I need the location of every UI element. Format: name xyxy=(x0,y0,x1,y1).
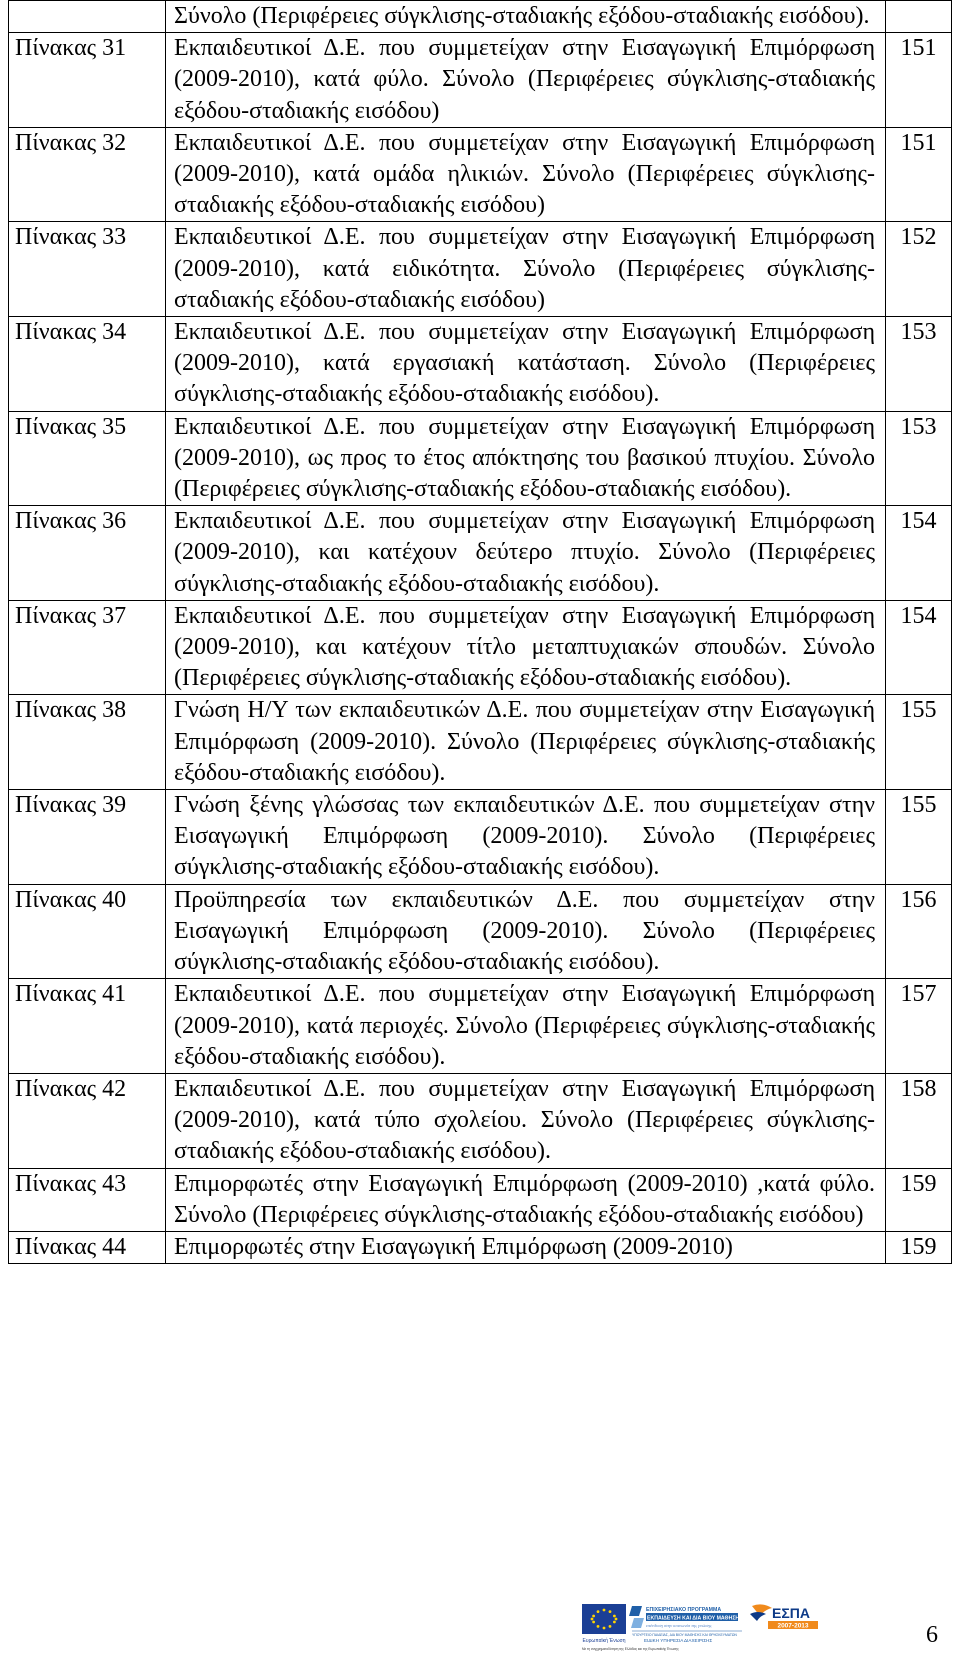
program-logo xyxy=(629,1606,742,1643)
program-line2: ΕΚΠΑΙΔΕΥΣΗ ΚΑΙ ΔΙΑ ΒΙΟΥ ΜΑΘΗΣΗ xyxy=(647,1615,740,1622)
toc-row xyxy=(9,1168,952,1231)
toc-description: Γνώση ξένης γλώσσας των εκπαιδευτικών Δ.Ε. που συμμετείχαν στην Εισαγωγική Επιμόρφωση (2009-2010). Σύνολο (Περιφέρειες σύγκλισης-σταδιακής εξόδου-σταδιακής εισόδου). xyxy=(166,790,886,885)
toc-description: Επιμορφωτές στην Εισαγωγική Επιμόρφωση (2009-2010) xyxy=(166,1231,886,1263)
toc-row xyxy=(9,979,952,1074)
toc-row xyxy=(9,790,952,885)
toc-page-number xyxy=(886,1,952,33)
agency-label: ΕΙΔΙΚΗ ΥΠΗΡΕΣΙΑ ΔΙΑΧΕΙΡΙΣΗΣ xyxy=(644,1638,713,1643)
toc-row xyxy=(9,1,952,33)
toc-description: Επιμορφωτές στην Εισαγωγική Επιμόρφωση (2009-2010) ,κατά φύλο. Σύνολο (Περιφέρειες σύγκλισης-σταδιακής εξόδου-σταδιακής εισόδου) xyxy=(166,1168,886,1231)
program-line1: ΕΠΙΧΕΙΡΗΣΙΑΚΟ ΠΡΟΓΡΑΜΜΑ xyxy=(646,1607,722,1613)
toc-label: Πίνακας 35 xyxy=(9,411,166,506)
toc-description: Εκπαιδευτικοί Δ.Ε. που συμμετείχαν στην Εισαγωγική Επιμόρφωση (2009-2010), κατά ομάδα ηλικιών. Σύνολο (Περιφέρειες σύγκλισης-σταδιακής εξόδου-σταδιακής εισόδου) xyxy=(166,127,886,222)
toc-label: Πίνακας 31 xyxy=(9,33,166,128)
toc-description: Σύνολο (Περιφέρειες σύγκλισης-σταδιακής εξόδου-σταδιακής εισόδου). xyxy=(166,1,886,33)
toc-label: Πίνακας 32 xyxy=(9,127,166,222)
toc-page-number: 153 xyxy=(886,317,952,412)
toc-row xyxy=(9,695,952,790)
toc-row xyxy=(9,33,952,128)
toc-label: Πίνακας 39 xyxy=(9,790,166,885)
toc-label xyxy=(9,1,166,33)
toc-page-number: 155 xyxy=(886,790,952,885)
table-of-contents xyxy=(8,0,952,1264)
espa-logo xyxy=(750,1604,818,1629)
toc-label: Πίνακας 42 xyxy=(9,1073,166,1168)
ministry-label: ΥΠΟΥΡΓΕΙΟ ΠΑΙΔΕΙΑΣ, ΔΙΑ ΒΙΟΥ ΜΑΘΗΣΗΣ ΚΑΙ ΘΡΗΣΚΕΥΜΑΤΩΝ xyxy=(632,1633,737,1637)
toc-page-number: 154 xyxy=(886,600,952,695)
page-number: 6 xyxy=(926,1622,938,1648)
toc-row xyxy=(9,127,952,222)
page-footer xyxy=(0,1600,960,1659)
sponsor-logos xyxy=(582,1602,830,1652)
toc-row xyxy=(9,222,952,317)
toc-description: Εκπαιδευτικοί Δ.Ε. που συμμετείχαν στην Εισαγωγική Επιμόρφωση (2009-2010), και κατέχουν τίτλο μεταπτυχιακών σπουδών. Σύνολο (Περιφέρειες σύγκλισης-σταδιακής εξόδου-σταδιακής εισόδου). xyxy=(166,600,886,695)
toc-label: Πίνακας 38 xyxy=(9,695,166,790)
toc-page-number: 154 xyxy=(886,506,952,601)
toc-page-number: 157 xyxy=(886,979,952,1074)
toc-page-number: 151 xyxy=(886,33,952,128)
toc-page-number: 159 xyxy=(886,1231,952,1263)
toc-label: Πίνακας 41 xyxy=(9,979,166,1074)
toc-description: Εκπαιδευτικοί Δ.Ε. που συμμετείχαν στην Εισαγωγική Επιμόρφωση (2009-2010), και κατέχουν δεύτερο πτυχίο. Σύνολο (Περιφέρειες σύγκλισης-σταδιακής εξόδου-σταδιακής εισόδου). xyxy=(166,506,886,601)
toc-row xyxy=(9,317,952,412)
toc-description: Εκπαιδευτικοί Δ.Ε. που συμμετείχαν στην Εισαγωγική Επιμόρφωση (2009-2010), ως προς το έτος απόκτησης του βασικού πτυχίου. Σύνολο (Περιφέρειες σύγκλισης-σταδιακής εξόδου-σταδιακής εισόδου). xyxy=(166,411,886,506)
toc-row xyxy=(9,1231,952,1263)
toc-page-number: 153 xyxy=(886,411,952,506)
toc-page-number: 155 xyxy=(886,695,952,790)
toc-page-number: 151 xyxy=(886,127,952,222)
toc-page-number: 156 xyxy=(886,884,952,979)
toc-label: Πίνακας 44 xyxy=(9,1231,166,1263)
toc-label: Πίνακας 36 xyxy=(9,506,166,601)
toc-label: Πίνακας 33 xyxy=(9,222,166,317)
toc-row xyxy=(9,411,952,506)
toc-row xyxy=(9,506,952,601)
toc-description: Γνώση Η/Υ των εκπαιδευτικών Δ.Ε. που συμμετείχαν στην Εισαγωγική Επιμόρφωση (2009-2010). Σύνολο (Περιφέρειες σύγκλισης-σταδιακής εξόδου-σταδιακής εισόδου). xyxy=(166,695,886,790)
program-line3: επένδυση στην κοινωνία της γνώσης xyxy=(646,1623,712,1628)
toc-label: Πίνακας 43 xyxy=(9,1168,166,1231)
espa-title: ΕΣΠΑ xyxy=(772,1605,810,1621)
toc-description: Εκπαιδευτικοί Δ.Ε. που συμμετείχαν στην Εισαγωγική Επιμόρφωση (2009-2010), κατά περιοχές. Σύνολο (Περιφέρειες σύγκλισης-σταδιακής εξόδου-σταδιακής εισόδου). xyxy=(166,979,886,1074)
toc-row xyxy=(9,884,952,979)
toc-row xyxy=(9,600,952,695)
toc-description: Εκπαιδευτικοί Δ.Ε. που συμμετείχαν στην Εισαγωγική Επιμόρφωση (2009-2010), κατά φύλο. Σύνολο (Περιφέρειες σύγκλισης-σταδιακής εξόδου-σταδιακής εισόδου) xyxy=(166,33,886,128)
toc-body xyxy=(9,1,952,1264)
eu-flag-logo xyxy=(582,1604,626,1644)
cofund-label: Με τη συγχρηματοδότηση της Ελλάδας και της Ευρωπαϊκής Ένωσης xyxy=(582,1647,679,1651)
toc-description: Εκπαιδευτικοί Δ.Ε. που συμμετείχαν στην Εισαγωγική Επιμόρφωση (2009-2010), κατά εργασιακή κατάσταση. Σύνολο (Περιφέρειες σύγκλισης-σταδιακής εξόδου-σταδιακής εισόδου). xyxy=(166,317,886,412)
toc-page-number: 152 xyxy=(886,222,952,317)
toc-description: Προϋπηρεσία των εκπαιδευτικών Δ.Ε. που συμμετείχαν στην Εισαγωγική Επιμόρφωση (2009-2010). Σύνολο (Περιφέρειες σύγκλισης-σταδιακής εξόδου-σταδιακής εισόδου). xyxy=(166,884,886,979)
eu-label: Ευρωπαϊκή Ένωση xyxy=(582,1638,626,1644)
espa-years: 2007-2013 xyxy=(777,1622,809,1630)
toc-page-number: 158 xyxy=(886,1073,952,1168)
toc-label: Πίνακας 34 xyxy=(9,317,166,412)
toc-label: Πίνακας 40 xyxy=(9,884,166,979)
toc-description: Εκπαιδευτικοί Δ.Ε. που συμμετείχαν στην Εισαγωγική Επιμόρφωση (2009-2010), κατά ειδικότητα. Σύνολο (Περιφέρειες σύγκλισης-σταδιακής εξόδου-σταδιακής εισόδου) xyxy=(166,222,886,317)
toc-page-number: 159 xyxy=(886,1168,952,1231)
toc-row xyxy=(9,1073,952,1168)
toc-description: Εκπαιδευτικοί Δ.Ε. που συμμετείχαν στην Εισαγωγική Επιμόρφωση (2009-2010), κατά τύπο σχολείου. Σύνολο (Περιφέρειες σύγκλισης-σταδιακής εξόδου-σταδιακής εισόδου). xyxy=(166,1073,886,1168)
toc-label: Πίνακας 37 xyxy=(9,600,166,695)
